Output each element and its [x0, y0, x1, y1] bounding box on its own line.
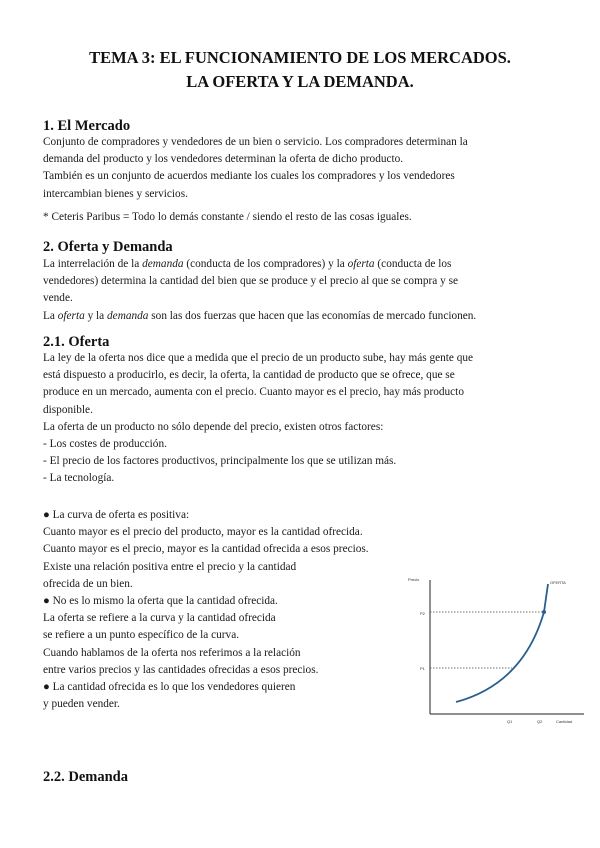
bullet-line: La oferta se refiere a la curva y la cantidad ofrecida: [43, 612, 276, 625]
section-1-body: [43, 134, 468, 203]
bullet-line: Cuanto mayor es el precio, mayor es la cantidad ofrecida a esos precios.: [43, 543, 369, 556]
curve-label: OFERTA: [550, 580, 566, 585]
quantity-low-label: Q1: [507, 719, 513, 724]
text-run: y la: [84, 309, 108, 322]
text-run: (conducta de los: [374, 258, 452, 270]
x-axis-label: Cantidad: [556, 719, 573, 724]
bullet-line: ● La curva de oferta es positiva:: [43, 509, 190, 521]
section-2-1-line: - El precio de los factores productivos, principalmente los que se utilizan más.: [43, 455, 397, 468]
price-high-label: P2: [420, 611, 425, 616]
bullet-line: y pueden vender.: [43, 698, 120, 711]
document-title-line2: LA OFERTA Y LA DEMANDA.: [186, 72, 414, 91]
section-2-1-heading: 2.1. Oferta: [43, 334, 110, 350]
y-axis-label: Precio: [408, 577, 420, 582]
bullet-line: Cuando hablamos de la oferta nos referimos a la relación: [43, 646, 301, 659]
document-title-line1: TEMA 3: EL FUNCIONAMIENTO DE LOS MERCADOS.: [89, 48, 511, 67]
text-run: La: [43, 309, 58, 322]
bullet-line: Existe una relación positiva entre el precio y la cantidad: [43, 560, 297, 573]
section-2-1-line: produce en un mercado, aumenta con el precio. Cuanto mayor es el precio, hay más producto: [43, 386, 464, 399]
section-2-1-line: La ley de la oferta nos dice que a medida que el precio de un producto sube, hay más gente que: [43, 352, 474, 364]
text-run: son las dos fuerzas que hacen que las economías de mercado funcionen.: [148, 309, 477, 322]
section-1-line: demanda del producto y los vendedores determinan la oferta de dicho producto.: [43, 153, 404, 166]
section-2-body: [43, 256, 476, 325]
bullet-line: ● La cantidad ofrecida es lo que los vendedores quieren: [43, 681, 296, 694]
italic-term: demanda: [142, 258, 184, 270]
text-run: (conducta de los compradores) y la: [183, 258, 348, 270]
bullet-line: entre varios precios y las cantidades ofrecidas a esos precios.: [43, 663, 319, 676]
section-1-line: Conjunto de compradores y vendedores de un bien o servicio. Los compradores determinan la: [43, 136, 468, 148]
price-low-label: P1: [420, 666, 425, 671]
section-2-1-line: - Los costes de producción.: [43, 438, 167, 451]
point-high: [542, 610, 546, 614]
section-1-line: intercambian bienes y servicios.: [43, 187, 188, 200]
section-1-line: También es un conjunto de acuerdos mediante los cuales los compradores y los vendedores: [43, 170, 455, 183]
bullet-line: ofrecida de un bien.: [43, 577, 133, 590]
section-2-1-body: [43, 350, 473, 488]
supply-curve-notes: [43, 507, 369, 713]
italic-term: oferta: [347, 258, 375, 270]
bullet-line: Cuanto mayor es el precio del producto, mayor es la cantidad ofrecida.: [43, 526, 363, 539]
section-2-line: [43, 256, 476, 273]
quantity-high-label: Q2: [537, 719, 543, 724]
italic-term: oferta: [57, 309, 85, 322]
ceteris-paribus-note: * Ceteris Paribus = Todo lo demás constante / siendo el resto de las cosas iguales.: [43, 211, 412, 223]
italic-term: demanda: [107, 309, 149, 322]
bullet-line: ● No es lo mismo la oferta que la cantidad ofrecida.: [43, 595, 278, 608]
section-2-1-line: disponible.: [43, 403, 93, 416]
section-2-1-line: La oferta de un producto no sólo depende del precio, existen otros factores:: [43, 420, 384, 433]
supply-curve-figure: [398, 572, 590, 730]
bullet-line: se refiere a un punto específico de la curva.: [43, 629, 240, 642]
section-2-1-line: - La tecnología.: [43, 472, 115, 485]
section-2-2-heading: 2.2. Demanda: [43, 769, 128, 785]
section-2-heading: 2. Oferta y Demanda: [43, 239, 173, 255]
section-2-line: [43, 308, 476, 325]
section-1-heading: 1. El Mercado: [43, 118, 131, 134]
section-2-line: vende.: [43, 292, 73, 305]
section-2-line: vendedores) determina la cantidad del bien que se produce y el precio al que se compra y se: [43, 275, 458, 288]
text-run: La interrelación de la: [43, 258, 143, 270]
supply-curve: [456, 584, 548, 702]
section-2-1-line: está dispuesto a producirlo, es decir, la oferta, la cantidad de producto que se ofrece, que se: [43, 369, 455, 382]
